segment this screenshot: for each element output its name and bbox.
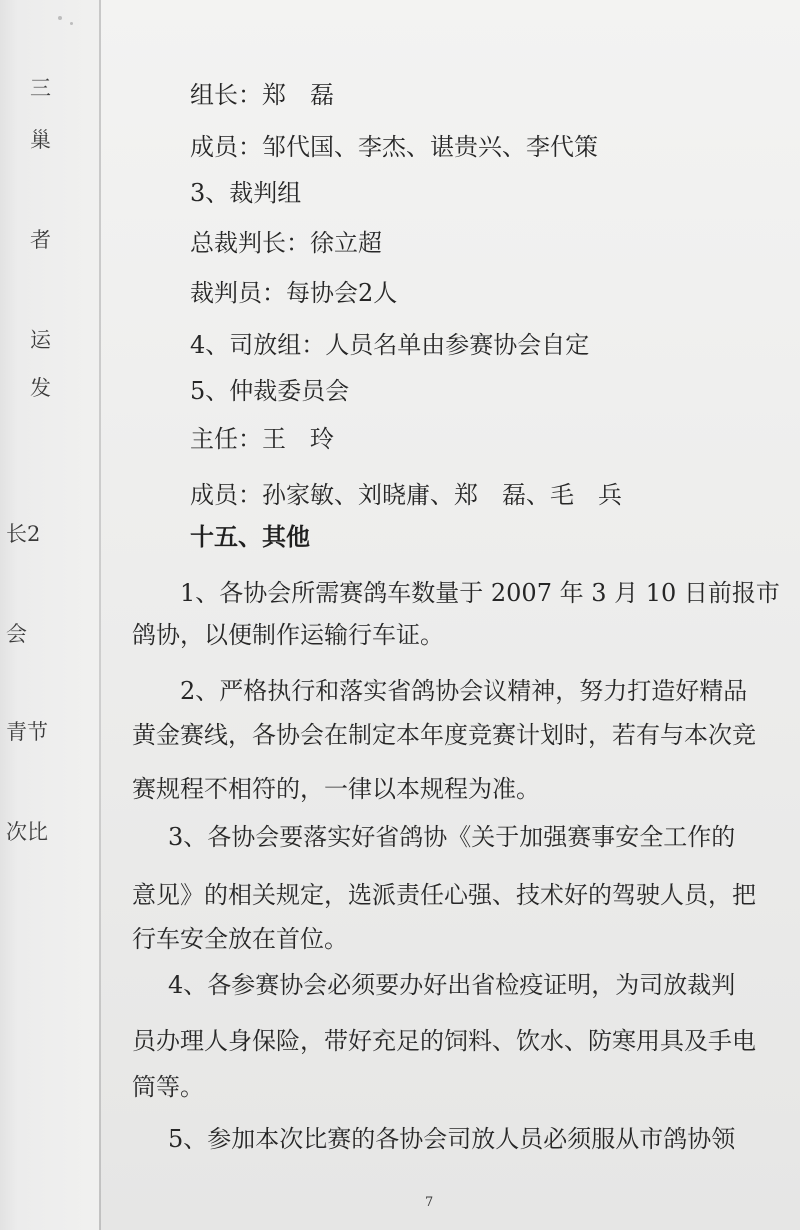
text-line: 3、各协会要落实好省鸽协《关于加强赛事安全工作的 xyxy=(168,823,736,851)
text-line: 黄金赛线，各协会在制定本年度竞赛计划时，若有与本次竞 xyxy=(132,721,756,749)
left-margin-strip xyxy=(0,0,100,1230)
text-line: 1、各协会所需赛鸽车数量于 2007 年 3 月 10 日前报市 xyxy=(180,579,780,607)
margin-fragment: 会 xyxy=(6,622,27,646)
text-line: 成员：邹代国、李杰、谌贵兴、李代策 xyxy=(190,133,598,161)
text-line: 组长：郑 磊 xyxy=(190,81,334,109)
text-line: 总裁判长：徐立超 xyxy=(190,229,382,257)
margin-fragment: 三 xyxy=(30,76,51,100)
margin-fragment: 者 xyxy=(30,228,51,252)
margin-fragment: 青节 xyxy=(6,720,48,744)
text-line: 4、司放组：人员名单由参赛协会自定 xyxy=(190,331,590,359)
margin-fragment: 次比 xyxy=(6,820,48,844)
page-fold-line xyxy=(99,0,101,1230)
text-line: 2、严格执行和落实省鸽协会议精神，努力打造好精品 xyxy=(180,677,748,705)
margin-fragment: 运 xyxy=(30,328,51,352)
page-number: 7 xyxy=(425,1195,434,1210)
scan-speck xyxy=(58,16,62,20)
text-line: 员办理人身保险，带好充足的饲料、饮水、防寒用具及手电 xyxy=(132,1027,756,1055)
margin-fragment: 发 xyxy=(30,376,51,400)
scan-speck xyxy=(70,22,73,25)
text-line: 5、参加本次比赛的各协会司放人员必须服从市鸽协领 xyxy=(168,1125,736,1153)
text-line: 意见》的相关规定，选派责任心强、技术好的驾驶人员，把 xyxy=(132,881,756,909)
text-line: 成员：孙家敏、刘晓庸、郑 磊、毛 兵 xyxy=(190,481,622,509)
text-line: 4、各参赛协会必须要办好出省检疫证明，为司放裁判 xyxy=(168,971,736,999)
text-line: 裁判员：每协会2人 xyxy=(190,279,398,307)
text-line: 鸽协，以便制作运输行车证。 xyxy=(132,621,444,649)
margin-fragment: 长2 xyxy=(6,522,41,546)
text-line: 3、裁判组 xyxy=(190,179,302,207)
text-line: 赛规程不相符的，一律以本规程为准。 xyxy=(132,775,540,803)
margin-fragment: 巢 xyxy=(30,128,51,152)
text-line: 主任：王 玲 xyxy=(190,425,334,453)
text-line: 筒等。 xyxy=(132,1073,204,1101)
text-line: 行车安全放在首位。 xyxy=(132,925,348,953)
text-line: 5、仲裁委员会 xyxy=(190,377,350,405)
section-heading: 十五、其他 xyxy=(190,522,310,551)
